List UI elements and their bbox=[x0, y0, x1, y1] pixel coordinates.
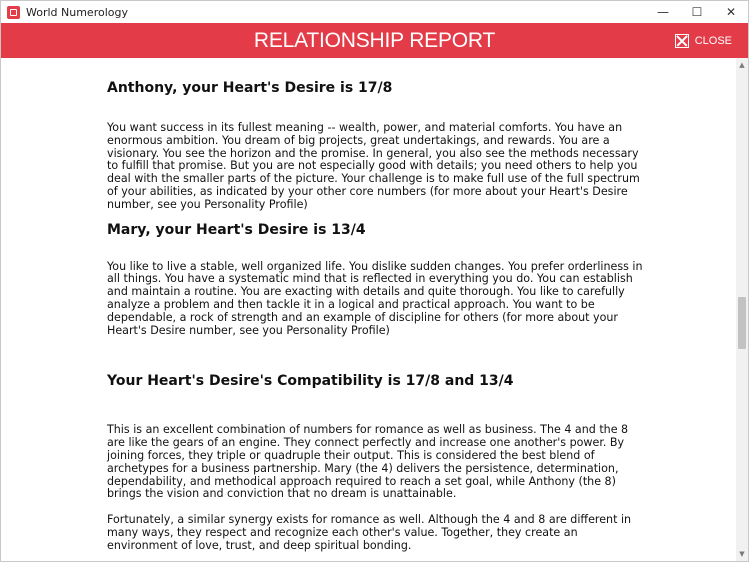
section-heading-compatibility: Your Heart's Desire's Compatibility is 17/8 and 13/4 bbox=[107, 373, 514, 390]
app-title: World Numerology bbox=[26, 5, 128, 19]
section-heading-mary: Mary, your Heart's Desire is 13/4 bbox=[107, 221, 366, 238]
title-bar bbox=[1, 1, 748, 23]
scroll-up-arrow-icon[interactable]: ▲ bbox=[739, 61, 745, 69]
close-icon bbox=[675, 34, 689, 48]
close-label: CLOSE bbox=[694, 35, 732, 47]
scroll-down-arrow-icon[interactable]: ▼ bbox=[739, 550, 745, 558]
minimize-button[interactable]: — bbox=[657, 5, 669, 19]
section-text-anthony: You want success in its fullest meaning -- wealth, power, and material comforts. You have an enormous ambition. You dream of big projects, great undertakings, and rewards. You are a visionary. You see the horizon and the promise. In general, you also see the methods necessary to fulfill that promise. But you are not especially good with details; you need others to help you deal with the smaller parts of the picture. Your challenge is to make full use of the full spectrum of your abilities, as indicated by your other core numbers (for more about your Heart's Desire number, see you Personality Profile) bbox=[107, 121, 640, 211]
compatibility-text-2: Fortunately, a similar synergy exists for romance as well. Although the 4 and 8 are different in many ways, they respect and recognize each other's value. Together, they create an environment of love, trust, and deep spiritual bonding. bbox=[107, 513, 632, 552]
compatibility-text-1: This is an excellent combination of numbers for romance as well as business. The 4 and the 8 are like the gears of an engine. They connect perfectly and increase one another's power. By joining forces, they triple or quadruple their output. This is considered the best blend of archetypes for a business partnership. Mary (the 4) delivers the persistence, determination, dependability, and methodical approach required to reach a set goal, while Anthony (the 8) brings the vision and conviction that no dream is unattainable. bbox=[107, 423, 629, 501]
section-text-mary: You like to live a stable, well organized life. You dislike sudden changes. You prefer orderliness in all things. You have a systematic mind that is reflected in everything you do. You can establish and maintain a routine. You are exacting with details and quite thorough. You like to carefully analyze a problem and then tackle it in a logical and practical approach. You want to be dependable, a rock of strength and an example of discipline for others (for more about your Heart's Desire number, see you Personality Profile) bbox=[107, 259, 643, 337]
vertical-scrollbar[interactable] bbox=[736, 58, 748, 561]
page-title: RELATIONSHIP REPORT bbox=[253, 28, 496, 52]
report-content[interactable] bbox=[1, 58, 736, 561]
window-close-button[interactable]: ✕ bbox=[725, 5, 737, 19]
report-body bbox=[107, 80, 647, 553]
scrollbar-thumb[interactable] bbox=[738, 297, 746, 349]
app-logo-icon bbox=[7, 6, 20, 19]
section-heading-anthony: Anthony, your Heart's Desire is 17/8 bbox=[107, 80, 393, 96]
report-header bbox=[1, 23, 748, 58]
window-controls bbox=[646, 1, 748, 23]
maximize-button[interactable]: ☐ bbox=[691, 5, 703, 19]
close-report-button[interactable] bbox=[675, 34, 732, 48]
